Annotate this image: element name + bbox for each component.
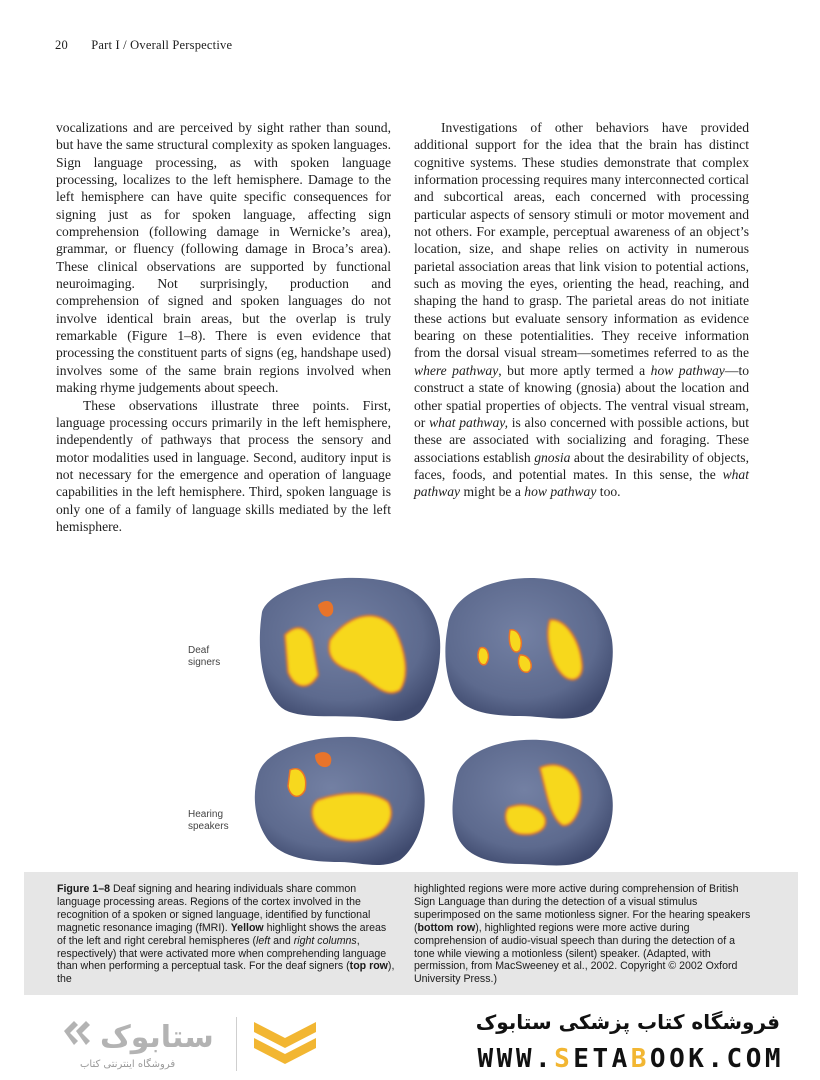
figure-caption-right: highlighted regions were more active during comprehension of British Sign Language than during the detection of a visual stimulus superimposed on the same motionless signer. For the hearing speakers (bottom row), highlighted regions were more active during comprehension of audio-visual speech than during the detection of a tone while viewing a motionless (silent) speaker. (Adapted, with permission, from MacSweeney et al., 2002. Copyright © 2002 Oxford University Press.) [414, 883, 751, 986]
banner-divider [236, 1017, 237, 1071]
row-label-deaf-signers: Deaf signers [188, 645, 221, 668]
figure-caption-left: Figure 1–8 Deaf signing and hearing individuals share common language processing areas. Regions of the cortex involved in the recognition of a spoken or signed language, identified by functional magnetic resonance imaging (fMRI). Yellow highlight shows the areas of the left and right cerebral hemispheres (left and right columns, respectively) that were activated more when comprehending language than when performing a perceptual task. For the deaf signers (top row), the [57, 883, 395, 986]
logo-subtitle: فروشگاه اینترنتی کتاب [80, 1059, 176, 1070]
brain-top-left [260, 578, 440, 721]
row-label-hearing-speakers: Hearing speakers [188, 809, 229, 832]
right-paragraph-1: Investigations of other behaviors have provided additional support for the idea that the brain has distinct cognitive systems. These studies demonstrate that complex information processing requires many interconnected cortical and subcortical areas, each concerned with processing particular aspects of sensory stimuli or motor movement and not others. For example, perceptual awareness of an object’s location, size, and shape relies on activity in numerous parietal association areas that link vision to potential actions, such as moving the eyes, orienting the head, reaching, and shaping the hand to grasp. The parietal areas do not initiate these actions but evaluate sensory information as evidence bearing on these potentialities. They receive information from the dorsal visual stream—sometimes referred to as the where pathway, but more aptly termed a how pathway—to construct a state of knowing (gnosia) about the location and other spatial properties of objects. The ventral visual stream, or what pathway, is also concerned with possible actions, but these are associated with socializing and foraging. These associations establish gnosia about the desirability of objects, faces, foods, and potential mates. In this sense, the what pathway might be a how pathway too. [414, 120, 750, 500]
brain-bottom-left [255, 737, 425, 865]
brain-bottom-right [453, 740, 613, 866]
store-url[interactable]: WWW.SETABOOK.COM [477, 1044, 784, 1074]
setabook-chevron-logo [250, 1016, 320, 1072]
store-title: فروشگاه کتاب پزشکی ستابوک [475, 1010, 780, 1034]
logo-text: ستابوک [100, 1020, 214, 1055]
page-number: 20 [55, 38, 68, 52]
running-title: Part I / Overall Perspective [91, 38, 233, 52]
left-paragraph-2: These observations illustrate three points. First, language processing occurs primarily in the left hemisphere, independently of pathways that process the sensory and motor modalities used in language. Second, auditory input is not necessary for the emergence and operation of language capabilities in the left hemisphere. Third, spoken language is only one of a family of language skills mediated by the left hemisphere. [56, 397, 391, 534]
brain-top-right [445, 578, 612, 719]
setabook-logo [60, 1015, 230, 1063]
left-paragraph-1: vocalizations and are perceived by sight rather than sound, but have the same structural complexity as spoken languages. Sign language processing, as with spoken language processing, localizes to the left hemisphere. Damage to the left hemisphere can have quite specific consequences for signing just as for spoken language, affecting sign comprehension (following damage in Wernicke’s area), grammar, or fluency (following damage in Broca’s area). These clinical observations are supported by functional neuroimaging. Not surprisingly, production and comprehension of signed and spoken languages do not involve identical brain areas, but the overlap is truly remarkable (Figure 1–8). There is even evidence that processing the constituent parts of signs (eg, handshape used) involves some of the same brain regions involved when making rhyme judgements about speech. [56, 120, 391, 396]
